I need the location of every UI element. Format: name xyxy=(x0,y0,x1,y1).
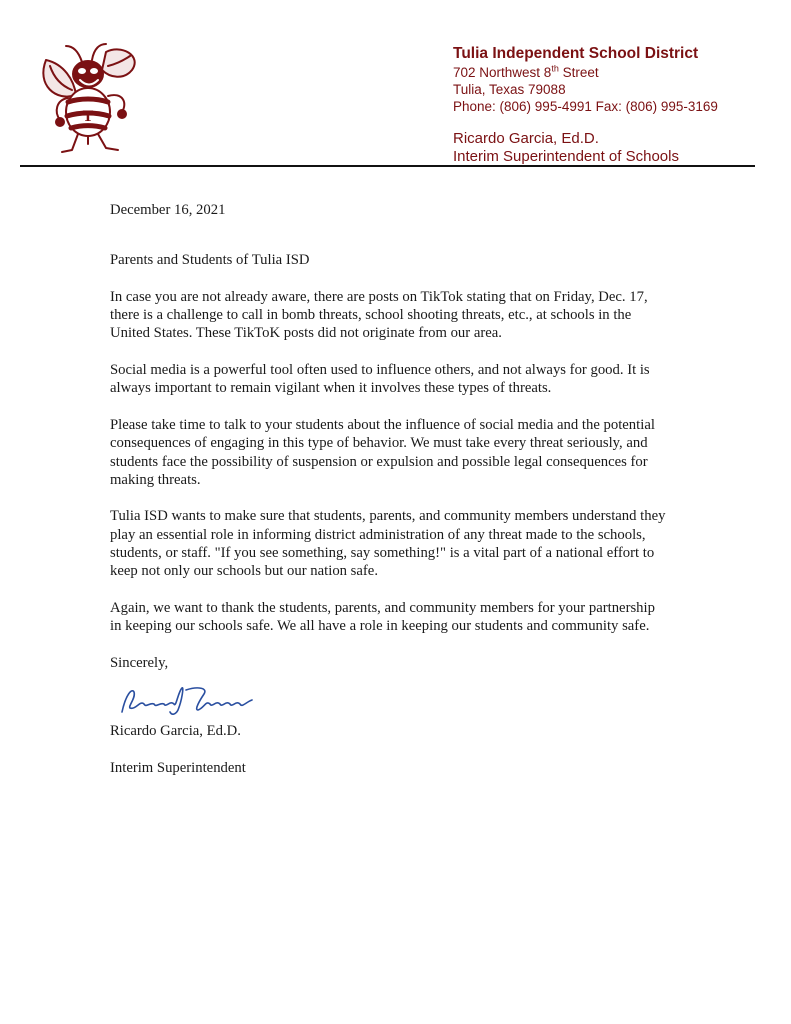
superintendent-name: Ricardo Garcia, Ed.D. xyxy=(453,130,599,147)
letter-body xyxy=(110,201,670,795)
address-line-1: 702 Northwest 8th Street xyxy=(453,63,599,80)
letter-date: December 16, 2021 xyxy=(110,202,226,218)
hornet-mascot-icon xyxy=(36,40,146,158)
signer-name: Ricardo Garcia, Ed.D. xyxy=(110,723,241,740)
letterhead xyxy=(453,44,783,166)
signature xyxy=(118,682,258,722)
paragraph: In case you are not already aware, there are posts on TikTok stating that on Friday, Dec. 17, there is a challenge to call in bomb threats, school shooting threats, etc., at schools in the United States. These TikToK posts did not originate from our area. xyxy=(110,288,648,342)
paragraph: Social media is a powerful tool often used to influence others, and not always for good. It is always important to remain vigilant when it involves these types of threats. xyxy=(110,362,650,397)
superintendent-title: Interim Superintendent of Schools xyxy=(453,148,679,165)
header-divider xyxy=(20,165,755,167)
district-name: Tulia Independent School District xyxy=(453,45,699,62)
closing: Sincerely, xyxy=(110,654,169,671)
salutation: Parents and Students of Tulia ISD xyxy=(110,252,310,269)
phone-fax: Phone: (806) 995-4991 Fax: (806) 995-3169 xyxy=(453,99,718,114)
paragraph: Tulia ISD wants to make sure that students, parents, and community members understand they play an essential role in informing district administration of any threat made to the schools, students, or staff. "If you see something, say something!" is a vital part of a national effort to keep not only our schools but our nation safe. xyxy=(110,508,666,580)
address-line-2: Tulia, Texas 79088 xyxy=(453,82,566,97)
signer-title: Interim Superintendent xyxy=(110,759,246,776)
logo-letter: T xyxy=(82,108,94,125)
paragraph: Again, we want to thank the students, parents, and community members for your partnership in keeping our schools safe. We all have a role in keeping our students and community safe. xyxy=(110,599,655,635)
paragraph: Please take time to talk to your students about the influence of social media and the potential consequences of engaging in this type of behavior. We must take every threat seriously, and students face the possibility of suspension or expulsion and possible legal consequences for making threats. xyxy=(110,416,655,488)
